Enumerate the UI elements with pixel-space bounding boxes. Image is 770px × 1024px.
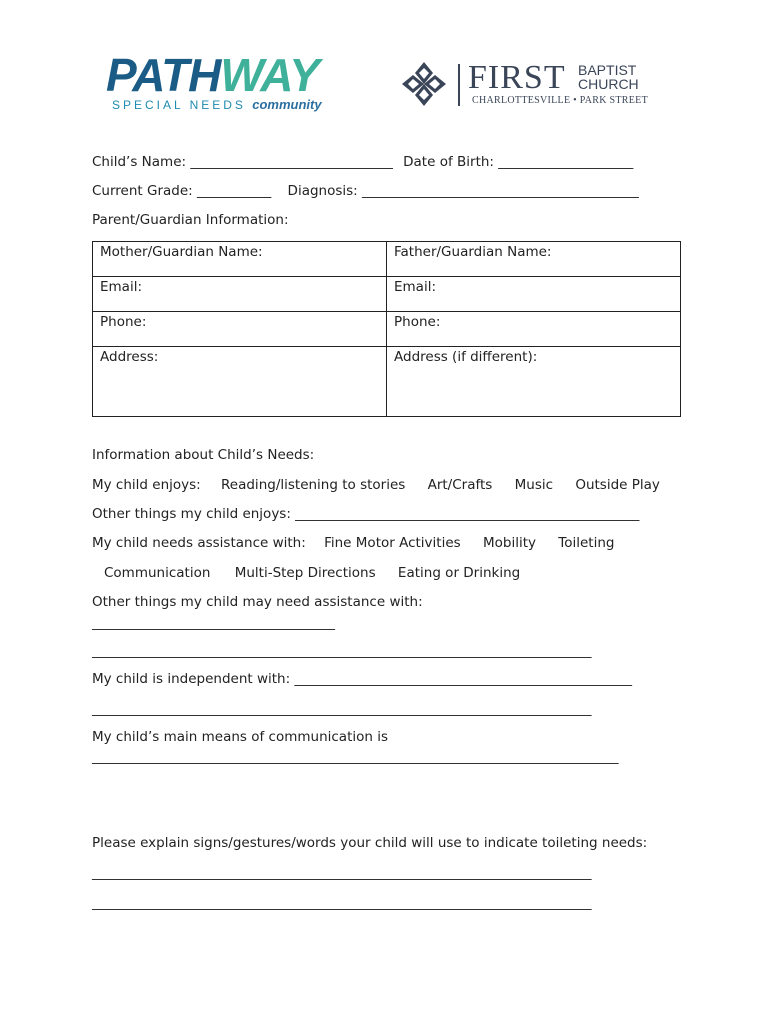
father-phone-cell[interactable]: Phone: — [387, 312, 681, 347]
option-fine-motor[interactable]: Fine Motor Activities — [324, 535, 461, 551]
father-email-cell[interactable]: Email: — [387, 277, 681, 312]
mother-name-cell[interactable]: Mother/Guardian Name: — [93, 242, 387, 277]
communication-blank[interactable]: ______________________________________________________________________________ — [92, 749, 619, 765]
option-multi-step[interactable]: Multi-Step Directions — [234, 565, 376, 581]
communication-label: My child’s main means of communication is — [92, 729, 389, 745]
current-grade-field[interactable]: Current Grade: ___________ — [92, 183, 272, 199]
enjoys-label: My child enjoys: — [92, 477, 201, 493]
grade-diagnosis-row — [92, 182, 639, 200]
needs-heading: Information about Child’s Needs: — [92, 447, 315, 463]
option-mobility[interactable]: Mobility — [482, 535, 536, 551]
option-toileting[interactable]: Toileting — [558, 535, 615, 551]
other-enjoys-field[interactable]: Other things my child enjoys: ___________________________________________________ — [92, 506, 640, 522]
mother-email-cell[interactable]: Email: — [93, 277, 387, 312]
father-address-cell[interactable]: Address (if different): — [387, 347, 681, 417]
assistance-label: My child needs assistance with: — [92, 535, 306, 551]
other-assistance-blank-1[interactable]: ____________________________________ — [92, 615, 335, 631]
toileting-blank-2[interactable]: __________________________________________________________________________ — [92, 895, 592, 911]
church-logo-location: CHARLOTTESVILLE • PARK STREET — [472, 95, 648, 106]
pathway-logo-wordmark: PATHWAY — [106, 49, 319, 101]
childs-name-field[interactable]: Child’s Name: ______________________________ — [92, 154, 393, 170]
date-of-birth-field[interactable]: Date of Birth: ____________________ — [403, 154, 634, 170]
mother-phone-cell[interactable]: Phone: — [93, 312, 387, 347]
church-logo-divider — [458, 64, 460, 106]
father-name-cell[interactable]: Father/Guardian Name: — [387, 242, 681, 277]
option-music[interactable]: Music — [514, 477, 554, 493]
church-cross-icon — [400, 60, 448, 108]
toileting-blank-1[interactable]: __________________________________________________________________________ — [92, 865, 592, 881]
church-logo-baptist: BAPTIST — [578, 62, 637, 78]
parent-info-table — [92, 241, 681, 417]
pathway-logo-subtitle: SPECIAL NEEDS community — [112, 97, 322, 112]
toileting-label: Please explain signs/gestures/words your child will use to indicate toileting needs: — [92, 835, 648, 851]
parent-info-heading: Parent/Guardian Information: — [92, 212, 289, 228]
other-assistance-blank-2[interactable]: __________________________________________________________________________ — [92, 643, 592, 659]
name-dob-row — [92, 153, 633, 171]
option-eating-drinking[interactable]: Eating or Drinking — [397, 565, 521, 581]
assistance-row — [92, 534, 614, 552]
assistance-row-2 — [104, 564, 520, 582]
church-logo — [400, 60, 660, 110]
independent-field[interactable]: My child is independent with: __________________________________________________ — [92, 671, 632, 687]
mother-address-cell[interactable]: Address: — [93, 347, 387, 417]
option-outside-play[interactable]: Outside Play — [575, 477, 660, 493]
option-art-crafts[interactable]: Art/Crafts — [427, 477, 493, 493]
enjoys-row — [92, 476, 660, 494]
independent-blank[interactable]: __________________________________________________________________________ — [92, 701, 592, 717]
church-logo-church: CHURCH — [578, 76, 639, 92]
option-communication[interactable]: Communication — [104, 565, 211, 581]
church-logo-first: FIRST — [468, 59, 566, 96]
pathway-logo — [98, 50, 376, 120]
other-assistance-label: Other things my child may need assistance with: — [92, 594, 423, 610]
diagnosis-field[interactable]: Diagnosis: _________________________________________ — [287, 183, 639, 199]
option-reading[interactable]: Reading/listening to stories — [221, 477, 406, 493]
